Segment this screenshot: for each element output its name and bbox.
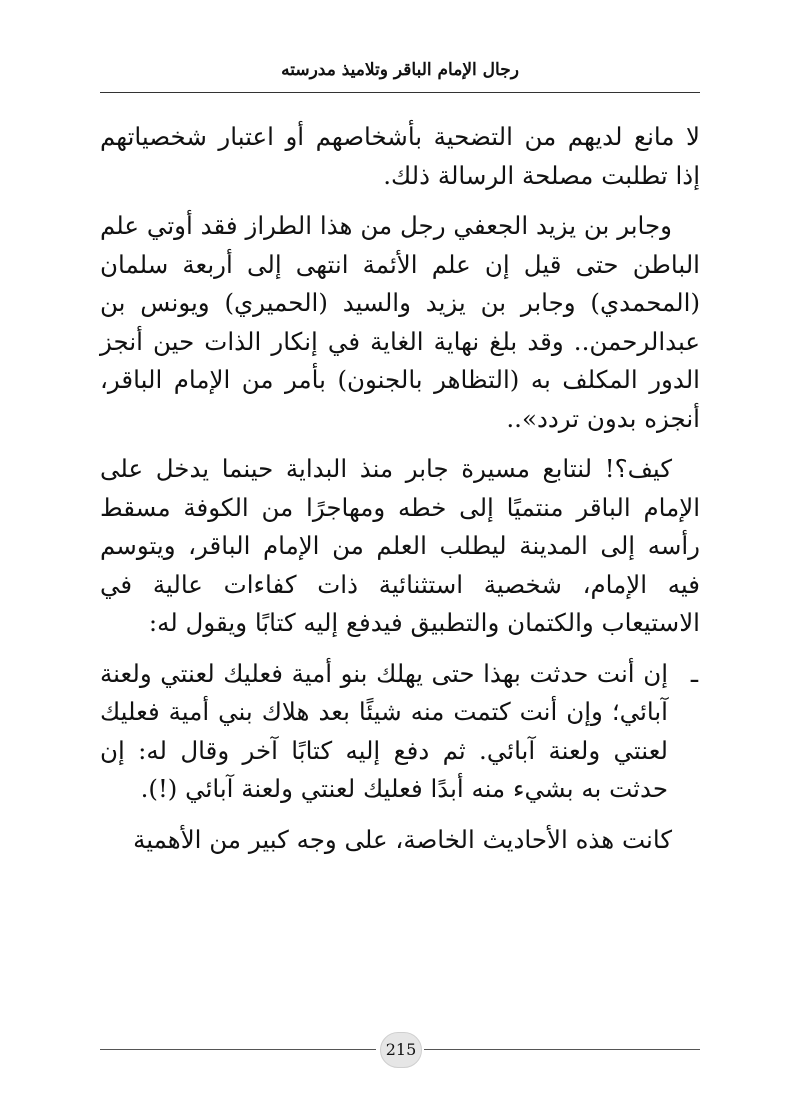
paragraph-1: لا مانع لديهم من التضحية بأشخاصهم أو اعتبار شخصياتهم إذا تطلبت مصلحة الرسالة ذلك.	[100, 122, 700, 190]
page-footer	[100, 1030, 700, 1070]
dash-marker: ـ	[690, 658, 698, 688]
paragraph-4: كانت هذه الأحاديث الخاصة، على وجه كبير من الأهمية	[133, 824, 672, 854]
paragraph-2: وجابر بن يزيد الجعفي رجل من هذا الطراز فقد أوتي علم الباطن حتى قيل إن علم الأئمة انتهى إلى أربعة سلمان (المحمدي) وجابر بن يزيد والسيد (الحميري) ويونس بن عبدالرحمن.. وقد بلغ نهاية الغاية في إنكار الذات حين أنجز الدور المكلف به (التظاهر بالجنون) بأمر من الإمام الباقر، أنجزه بدون تردد»..	[100, 211, 700, 433]
footer-rule-left	[100, 1049, 376, 1050]
body-text	[100, 118, 700, 859]
footer-rule-right	[424, 1049, 700, 1050]
quoted-instruction	[100, 655, 700, 809]
paragraph-3: كيف؟! لنتابع مسيرة جابر منذ البداية حينما يدخل على الإمام الباقر منتميًا إلى خطه ومهاجرًا من الكوفة مسقط رأسه إلى المدينة ليطلب العلم من الإمام الباقر، ويتوسم فيه الإمام، شخصية استثنائية ذات كفاءات عالية في الاستيعاب والكتمان والتطبيق فيدفع إليه كتابًا ويقول له:	[100, 454, 700, 637]
quoted-instruction-text: إن أنت حدثت بهذا حتى يهلك بنو أمية فعليك لعنتي ولعنة آبائي؛ وإن أنت كتمت منه شيئًا بعد هلاك بني أمية فعليك لعنتي ولعنة آبائي. ثم دفع إليه كتابًا آخر وقال له: إن حدثت به بشيء منه أبدًا فعليك لعنتي ولعنة آبائي (!).	[100, 658, 668, 803]
page-number: 215	[380, 1032, 422, 1068]
header-rule	[100, 92, 700, 93]
running-header: رجال الإمام الباقر وتلاميذ مدرسته	[281, 60, 519, 80]
